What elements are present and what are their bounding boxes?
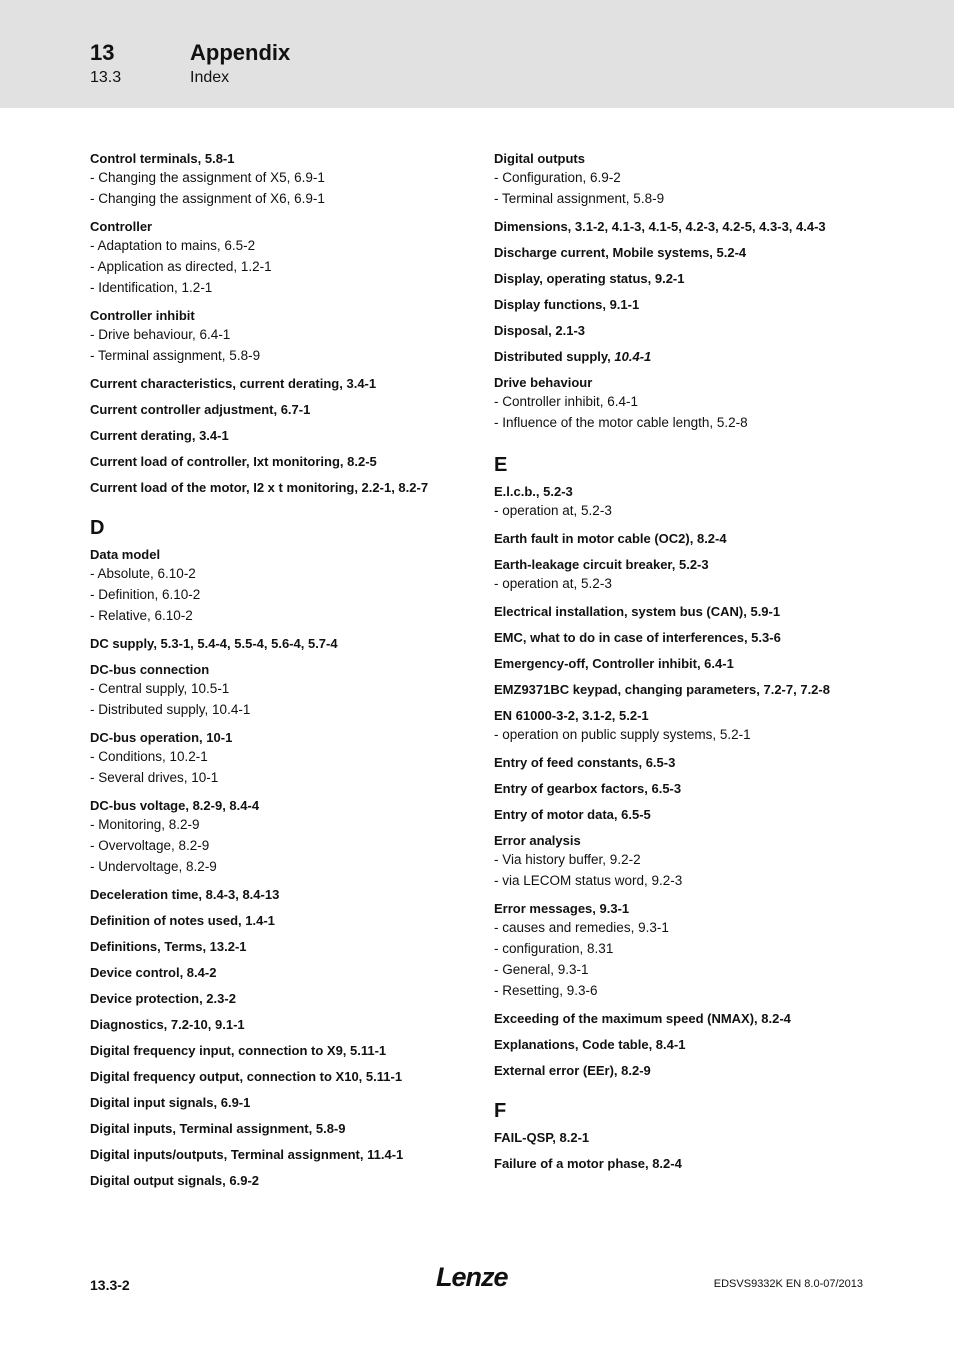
index-entry <box>90 1120 480 1137</box>
index-entry-term-text: EMC, what to do in case of interferences, 5.3-6 <box>494 630 781 645</box>
index-entry-term <box>90 1172 480 1189</box>
index-subentry: - via LECOM status word, 9.2-3 <box>494 873 683 888</box>
index-entry <box>494 1129 864 1146</box>
index-entry-term-text: Dimensions, 3.1-2, 4.1-3, 4.1-5, 4.2-3, 4.2-5, 4.3-3, 4.4-3 <box>494 219 826 234</box>
index-entry-term <box>90 479 480 496</box>
index-entry-term <box>494 150 864 167</box>
index-letter-heading: D <box>90 517 105 539</box>
index-entry-term <box>494 1036 864 1053</box>
index-entry <box>494 1155 864 1172</box>
index-entry-term <box>494 270 864 287</box>
document-id: EDSVS9332K EN 8.0-07/2013 <box>713 1278 863 1290</box>
index-entry-term-text: E.l.c.b., 5.2-3 <box>494 484 573 499</box>
index-entry-term-text: Discharge current, Mobile systems, 5.2-4 <box>494 245 747 260</box>
lenze-logo <box>436 1262 514 1297</box>
index-column-left <box>90 150 480 1198</box>
index-entry-term <box>90 427 480 444</box>
index-entry <box>90 479 480 496</box>
index-entry-term <box>494 754 864 771</box>
index-entry-term-text: Display, operating status, 9.2-1 <box>494 271 685 286</box>
index-entry-term <box>494 832 864 849</box>
index-entry <box>90 218 480 298</box>
index-entry-term-text: Current controller adjustment, 6.7-1 <box>90 402 311 417</box>
index-entry-term-text: Error analysis <box>494 833 581 848</box>
index-entry-term-text: Digital outputs <box>494 151 585 166</box>
index-entry-term-text: Current load of the motor, I2 x t monitoring, 2.2-1, 8.2-7 <box>90 480 429 495</box>
index-entry-term <box>494 218 864 235</box>
index-entry-term <box>494 374 864 391</box>
index-entry-term-text: Controller <box>90 219 153 234</box>
index-entry-term <box>90 150 480 167</box>
index-entry-term-text: Entry of feed constants, 6.5-3 <box>494 755 676 770</box>
index-entry <box>494 780 864 797</box>
index-entry-term-text: Error messages, 9.3-1 <box>494 901 630 916</box>
index-entry <box>494 244 864 261</box>
index-entry-term-text: Definition of notes used, 1.4-1 <box>90 913 275 928</box>
index-entry-term <box>494 900 864 917</box>
index-entry <box>90 1146 480 1163</box>
index-entry-term <box>90 1016 480 1033</box>
index-entry-term <box>90 797 480 814</box>
index-entry-term-text: Explanations, Code table, 8.4-1 <box>494 1037 686 1052</box>
index-entry-term <box>90 218 480 235</box>
index-entry <box>494 322 864 339</box>
chapter-title: Appendix <box>190 40 291 65</box>
index-entry-term <box>494 556 864 573</box>
index-entry-term <box>494 244 864 261</box>
index-entry-term <box>494 603 864 620</box>
index-entry-term <box>90 938 480 955</box>
index-subentry: - Conditions, 10.2-1 <box>90 749 208 764</box>
index-entry <box>90 307 480 366</box>
index-entry-term <box>90 1042 480 1059</box>
chapter-number: 13 <box>90 40 115 65</box>
index-subentry: - Terminal assignment, 5.8-9 <box>494 191 665 206</box>
index-subentry: - configuration, 8.31 <box>494 941 614 956</box>
index-entry <box>494 348 864 365</box>
index-subentry: - Configuration, 6.9-2 <box>494 170 621 185</box>
index-subentry: - Overvoltage, 8.2-9 <box>90 838 210 853</box>
index-letter-heading: E <box>494 454 508 476</box>
index-subentry: - General, 9.3-1 <box>494 962 589 977</box>
index-subentry: - Application as directed, 1.2-1 <box>90 259 272 274</box>
index-entry-term-text: DC-bus operation, 10-1 <box>90 730 233 745</box>
index-entry-term-text: EN 61000-3-2, 3.1-2, 5.2-1 <box>494 708 649 723</box>
index-entry-term-text: Device protection, 2.3-2 <box>90 991 236 1006</box>
svg-text:Lenze: Lenze <box>436 1262 508 1292</box>
index-entry-term-text: Earth fault in motor cable (OC2), 8.2-4 <box>494 531 727 546</box>
index-entry-term <box>90 635 480 652</box>
index-entry-term-text: Control terminals, 5.8-1 <box>90 151 235 166</box>
index-entry-term-text: Digital frequency output, connection to X10, 5.11-1 <box>90 1069 403 1084</box>
index-entry <box>494 629 864 646</box>
index-entry-term-text: Display functions, 9.1-1 <box>494 297 640 312</box>
index-entry-term-text: DC-bus voltage, 8.2-9, 8.4-4 <box>90 798 260 813</box>
index-entry <box>494 218 864 235</box>
index-entry-term-text: Drive behaviour <box>494 375 593 390</box>
index-subentry: - operation at, 5.2-3 <box>494 503 612 518</box>
index-entry-term <box>494 348 864 365</box>
index-entry <box>90 1094 480 1111</box>
index-entry <box>494 681 864 698</box>
index-subentry: - Central supply, 10.5-1 <box>90 681 230 696</box>
index-column-right <box>494 150 864 1181</box>
index-entry-term <box>494 681 864 698</box>
index-entry-term-text: EMZ9371BC keypad, changing parameters, 7.2-7, 7.2-8 <box>494 682 830 697</box>
index-entry <box>494 296 864 313</box>
index-entry-term <box>90 964 480 981</box>
index-entry-term-text: FAIL-QSP, 8.2-1 <box>494 1130 590 1145</box>
index-entry-term-text: Data model <box>90 547 161 562</box>
page-header <box>0 0 954 108</box>
index-subentry: - Identification, 1.2-1 <box>90 280 213 295</box>
index-entry-term <box>90 990 480 1007</box>
index-entry-term <box>90 453 480 470</box>
index-entry-term-text: Digital input signals, 6.9-1 <box>90 1095 251 1110</box>
index-entry-term-text: Earth-leakage circuit breaker, 5.2-3 <box>494 557 709 572</box>
index-entry-term-text: Controller inhibit <box>90 308 195 323</box>
index-entry <box>90 797 480 877</box>
index-entry <box>90 150 480 209</box>
index-entry <box>494 1010 864 1027</box>
index-subentry: - Via history buffer, 9.2-2 <box>494 852 641 867</box>
index-subentry: - Controller inhibit, 6.4-1 <box>494 394 639 409</box>
index-entry-term <box>494 322 864 339</box>
index-entry-term <box>90 661 480 678</box>
index-entry <box>90 427 480 444</box>
index-entry-term <box>494 296 864 313</box>
index-entry-term <box>90 1068 480 1085</box>
index-entry <box>90 886 480 903</box>
index-entry-term-text: Digital inputs/outputs, Terminal assignment, 11.4-1 <box>90 1147 404 1162</box>
index-entry-term <box>90 1146 480 1163</box>
index-entry-term-text: Exceeding of the maximum speed (NMAX), 8.2-4 <box>494 1011 791 1026</box>
index-entry-term <box>494 1062 864 1079</box>
index-entry-term <box>494 780 864 797</box>
index-subentry: - Drive behaviour, 6.4-1 <box>90 327 231 342</box>
index-entry-term <box>494 629 864 646</box>
index-entry-term <box>494 806 864 823</box>
index-entry-term-text: External error (EEr), 8.2-9 <box>494 1063 651 1078</box>
index-subentry: - Distributed supply, 10.4-1 <box>90 702 251 717</box>
index-entry <box>494 832 864 891</box>
index-entry <box>90 453 480 470</box>
index-subentry: - causes and remedies, 9.3-1 <box>494 920 669 935</box>
index-subentry: - Monitoring, 8.2-9 <box>90 817 200 832</box>
index-subentry: - operation at, 5.2-3 <box>494 576 612 591</box>
index-entry <box>90 1016 480 1033</box>
index-entry-term <box>90 401 480 418</box>
index-entry-term <box>494 483 864 500</box>
index-entry-term-text: Deceleration time, 8.4-3, 8.4-13 <box>90 887 280 902</box>
index-entry <box>494 483 864 521</box>
index-entry-term-text: Failure of a motor phase, 8.2-4 <box>494 1156 682 1171</box>
index-entry-term <box>494 1129 864 1146</box>
index-entry <box>494 707 864 745</box>
index-entry <box>90 401 480 418</box>
index-entry <box>90 964 480 981</box>
index-entry-term <box>494 1010 864 1027</box>
index-entry <box>494 530 864 547</box>
index-entry-term <box>494 707 864 724</box>
section-title: Index <box>190 69 230 86</box>
index-entry-term-text: Device control, 8.4-2 <box>90 965 217 980</box>
index-entry <box>494 556 864 594</box>
index-entry <box>90 1042 480 1059</box>
index-entry-term-text: Digital inputs, Terminal assignment, 5.8-9 <box>90 1121 346 1136</box>
section-number: 13.3 <box>90 69 122 86</box>
index-entry-term-text: Digital output signals, 6.9-2 <box>90 1173 260 1188</box>
index-entry <box>90 375 480 392</box>
index-subentry: - Definition, 6.10-2 <box>90 587 201 602</box>
index-entry <box>494 374 864 433</box>
index-entry-term <box>494 530 864 547</box>
index-entry-term-text: DC-bus connection <box>90 662 210 677</box>
index-entry-term-text: Disposal, 2.1-3 <box>494 323 586 338</box>
index-entry-term <box>494 655 864 672</box>
index-entry <box>494 150 864 209</box>
index-subentry: - Changing the assignment of X6, 6.9-1 <box>90 191 325 206</box>
index-entry-term <box>90 375 480 392</box>
index-entry <box>494 754 864 771</box>
index-entry-term-text: Diagnostics, 7.2-10, 9.1-1 <box>90 1017 245 1032</box>
index-subentry: - Terminal assignment, 5.8-9 <box>90 348 261 363</box>
index-entry-term <box>90 886 480 903</box>
index-entry-term <box>90 729 480 746</box>
index-entry-term-text: DC supply, 5.3-1, 5.4-4, 5.5-4, 5.6-4, 5.7-4 <box>90 636 338 651</box>
index-entry <box>494 270 864 287</box>
index-entry <box>90 661 480 720</box>
index-entry-term-text: Current characteristics, current derating, 3.4-1 <box>90 376 377 391</box>
index-entry-term <box>90 1094 480 1111</box>
index-entry <box>494 806 864 823</box>
index-letter-heading: F <box>494 1100 507 1122</box>
index-entry-term <box>90 307 480 324</box>
page-number: 13.3-2 <box>90 1277 130 1293</box>
index-entry <box>90 1172 480 1189</box>
index-entry <box>494 655 864 672</box>
index-entry <box>494 1036 864 1053</box>
index-entry-term-text: Emergency-off, Controller inhibit, 6.4-1 <box>494 656 734 671</box>
index-entry-term-text: Digital frequency input, connection to X9, 5.11-1 <box>90 1043 387 1058</box>
index-entry <box>494 1062 864 1079</box>
index-entry-term-text: Current derating, 3.4-1 <box>90 428 229 443</box>
index-entry-term-text: Definitions, Terms, 13.2-1 <box>90 939 247 954</box>
index-entry <box>90 729 480 788</box>
index-subentry: - Adaptation to mains, 6.5-2 <box>90 238 256 253</box>
index-subentry: - Changing the assignment of X5, 6.9-1 <box>90 170 325 185</box>
index-entry-term <box>90 1120 480 1137</box>
index-entry <box>90 938 480 955</box>
index-entry-term-text: Distributed supply, <box>494 349 615 364</box>
index-subentry: - Relative, 6.10-2 <box>90 608 193 623</box>
index-entry-term <box>494 1155 864 1172</box>
index-entry-term-text: Entry of motor data, 6.5-5 <box>494 807 651 822</box>
index-subentry: - Absolute, 6.10-2 <box>90 566 196 581</box>
index-entry <box>90 635 480 652</box>
index-subentry: - Resetting, 9.3-6 <box>494 983 598 998</box>
index-entry <box>494 603 864 620</box>
index-entry-page-ref: 10.4-1 <box>614 349 652 364</box>
index-subentry: - Influence of the motor cable length, 5.2-8 <box>494 415 748 430</box>
index-entry-term <box>90 912 480 929</box>
index-entry-term-text: Current load of controller, Ixt monitoring, 8.2-5 <box>90 454 377 469</box>
index-entry <box>90 1068 480 1085</box>
index-entry <box>90 990 480 1007</box>
index-subentry: - operation on public supply systems, 5.2-1 <box>494 727 751 742</box>
index-entry-term <box>90 546 480 563</box>
index-subentry: - Undervoltage, 8.2-9 <box>90 859 217 874</box>
index-entry-term-text: Entry of gearbox factors, 6.5-3 <box>494 781 682 796</box>
index-entry <box>90 546 480 626</box>
index-subentry: - Several drives, 10-1 <box>90 770 219 785</box>
index-entry <box>90 912 480 929</box>
index-entry-term-text: Electrical installation, system bus (CAN), 5.9-1 <box>494 604 781 619</box>
index-entry <box>494 900 864 1001</box>
